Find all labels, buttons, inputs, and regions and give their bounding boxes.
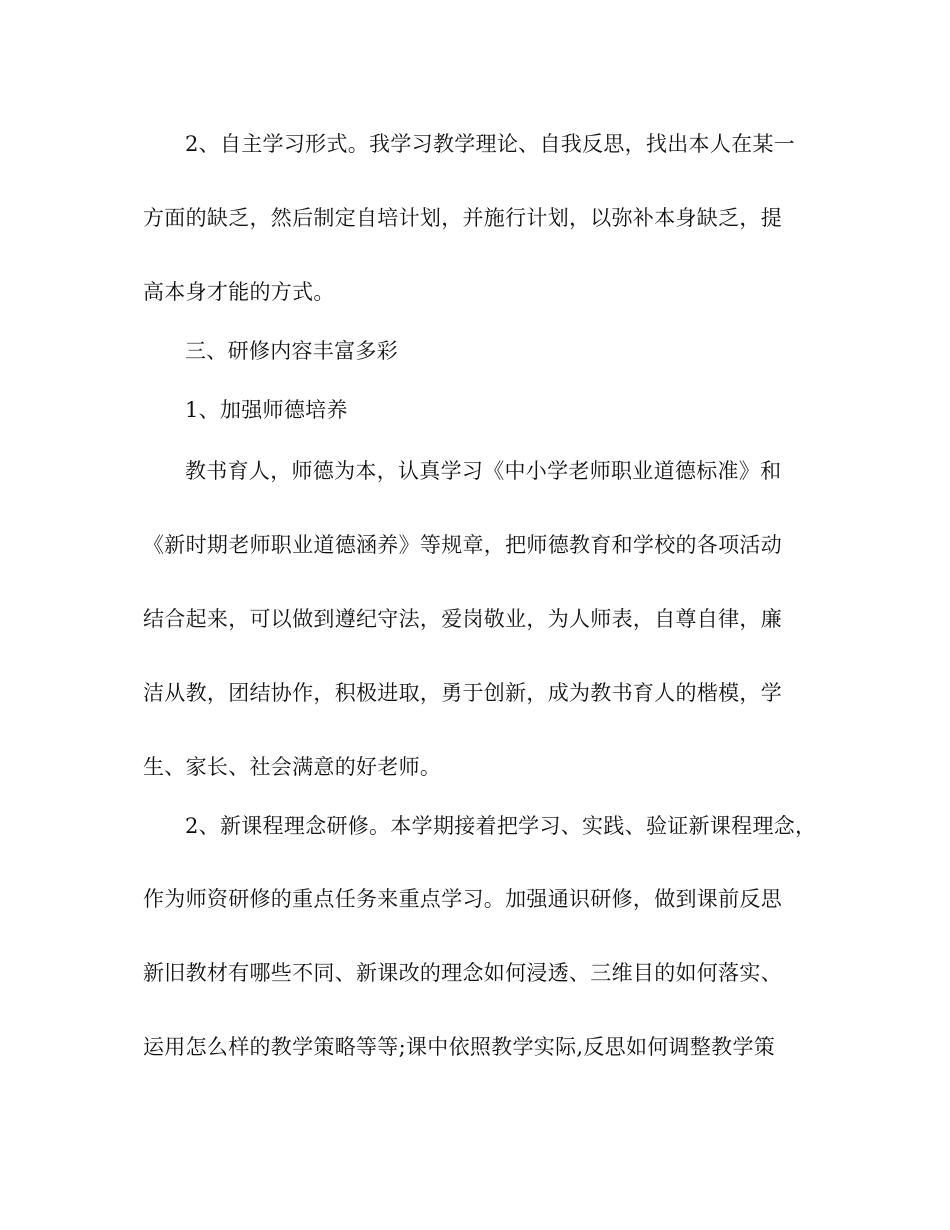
section-heading: 三、研修内容丰富多彩	[185, 339, 398, 363]
paragraph-line: 运用怎么样的教学策略等等;课中依照教学实际,反思如何调整教学策	[143, 1035, 776, 1059]
paragraph-line: 2、自主学习形式。我学习教学理论、自我反思，找出本人在某一	[185, 132, 796, 156]
paragraph-line: 2、新课程理念研修。本学期接着把学习、实践、验证新课程理念，	[185, 814, 817, 838]
paragraph-line: 《新时期老师职业道德涵养》等规章，把师德教育和学校的各项活动	[143, 533, 782, 557]
paragraph-line: 结合起来，可以做到遵纪守法，爱岗敬业，为人师表，自尊自律，廉	[143, 607, 782, 631]
paragraph-line: 生、家长、社会满意的好老师。	[143, 755, 442, 779]
paragraph-line: 作为师资研修的重点任务来重点学习。加强通识研修，做到课前反思	[143, 887, 782, 911]
paragraph-line: 方面的缺乏，然后制定自培计划，并施行计划，以弥补本身缺乏，提	[143, 206, 782, 230]
paragraph-line: 高本身才能的方式。	[143, 280, 335, 304]
subsection-heading: 1、加强师德培养	[185, 398, 348, 422]
paragraph-line: 新旧教材有哪些不同、新课改的理念如何浸透、三维目的如何落实、	[143, 961, 782, 985]
paragraph-line: 教书育人，师德为本，认真学习《中小学老师职业道德标准》和	[185, 459, 782, 483]
paragraph-line: 洁从教，团结协作，积极进取，勇于创新，成为教书育人的楷模，学	[143, 681, 782, 705]
